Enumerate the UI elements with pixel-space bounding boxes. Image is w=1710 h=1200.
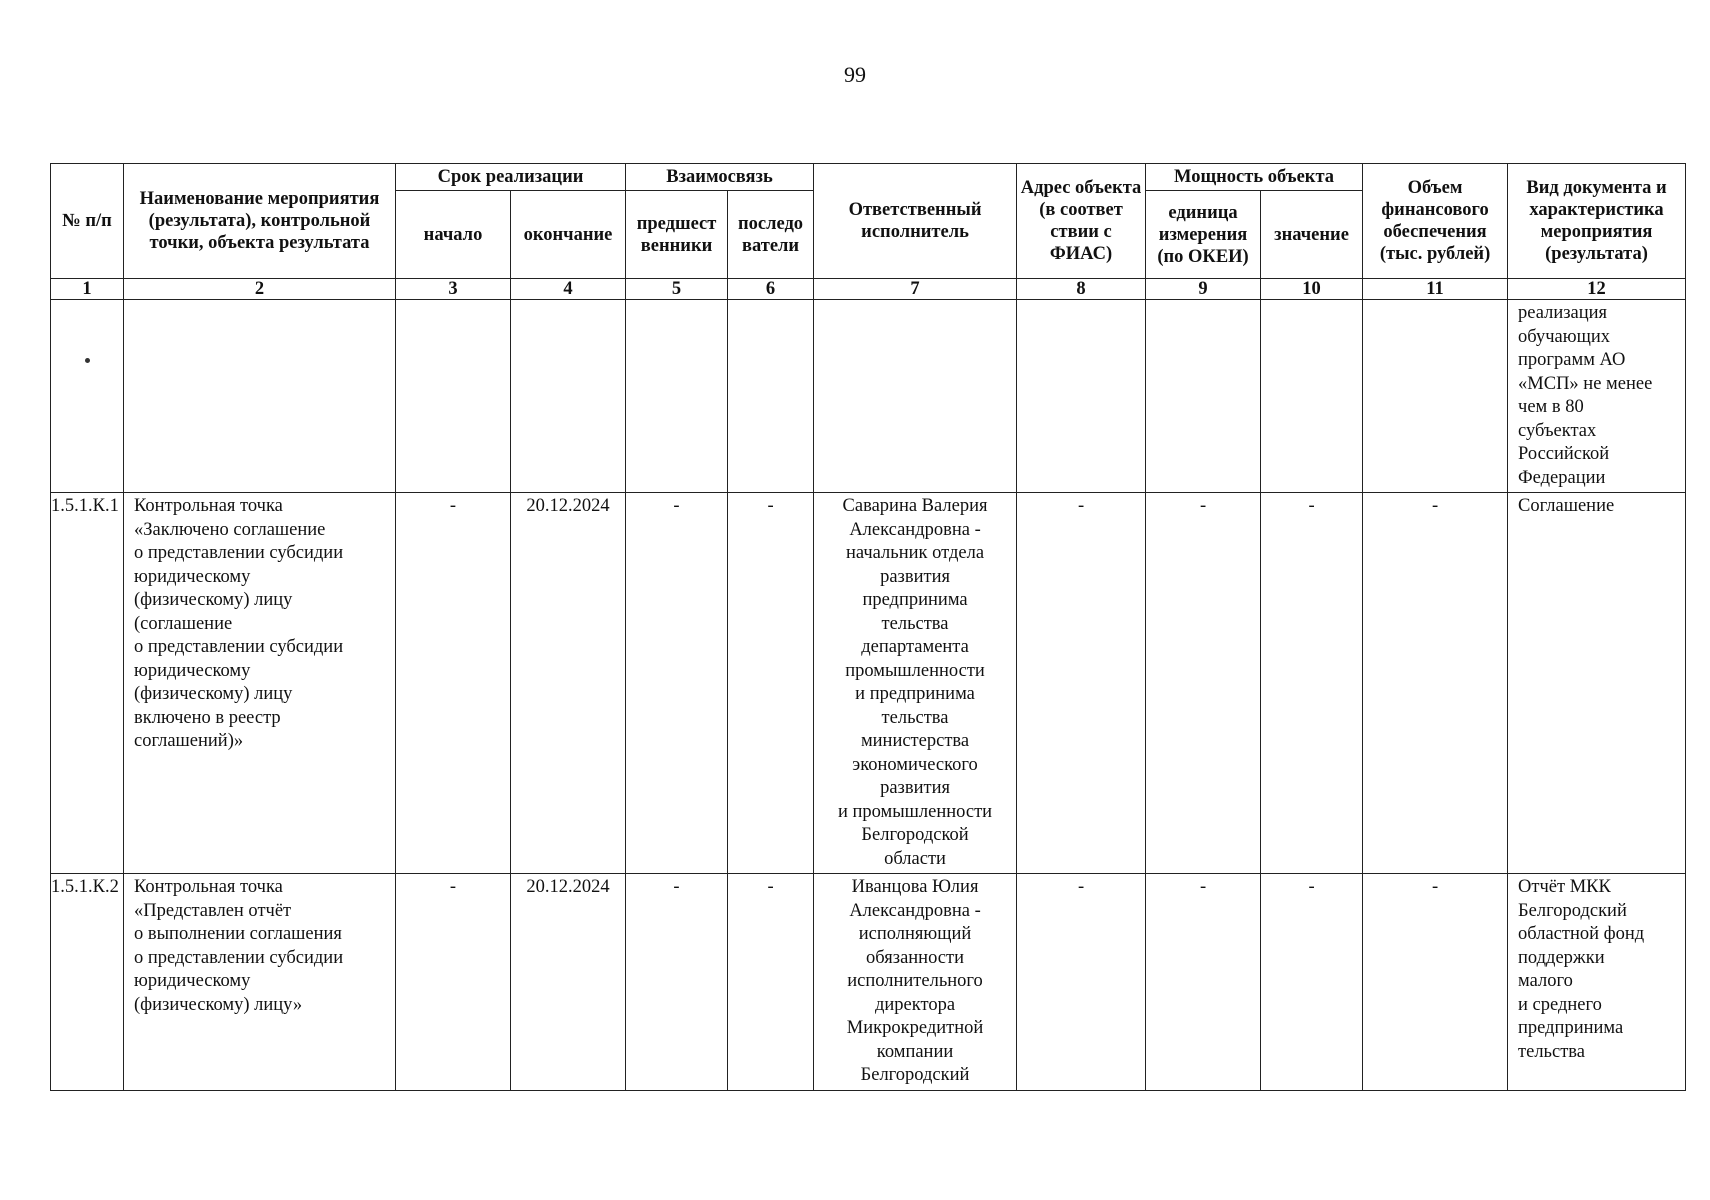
col-number: 1 xyxy=(51,279,124,300)
cell-doc: Отчёт МКК Белгородский областной фонд поддержки малого и среднего предпринима тельства xyxy=(1508,874,1686,1091)
cell-doc: реализация обучающих программ АО «МСП» не менее чем в 80 субъектах Российской Федерации xyxy=(1508,300,1686,493)
bullet-dot xyxy=(85,358,90,363)
col-number: 5 xyxy=(626,279,728,300)
cell-address: - xyxy=(1017,874,1146,1091)
header-succ: последо ватели xyxy=(728,191,814,279)
cell-start: - xyxy=(396,493,511,874)
col-number: 9 xyxy=(1146,279,1261,300)
header-pred: предшест венники xyxy=(626,191,728,279)
col-number: 8 xyxy=(1017,279,1146,300)
table-row xyxy=(51,493,1686,874)
cell-address: - xyxy=(1017,493,1146,874)
header-name: Наименование мероприятия (результата), контрольной точки, объекта результата xyxy=(124,164,396,279)
cell-unit: - xyxy=(1146,493,1261,874)
header-link: Взаимосвязь xyxy=(626,164,814,191)
header-unit: единица измерения (по ОКЕИ) xyxy=(1146,191,1261,279)
cell-finance xyxy=(1363,300,1508,493)
cell-num xyxy=(51,300,124,493)
cell-doc: Соглашение xyxy=(1508,493,1686,874)
cell-pred: - xyxy=(626,874,728,1091)
header-address: Адрес объекта (в соответ ствии с ФИАС) xyxy=(1017,164,1146,279)
cell-succ: - xyxy=(728,493,814,874)
plan-table-container xyxy=(50,163,1685,1091)
header-row-1 xyxy=(51,164,1686,191)
cell-address xyxy=(1017,300,1146,493)
page-number: 99 xyxy=(844,62,866,87)
cell-unit: - xyxy=(1146,874,1261,1091)
cell-finance: - xyxy=(1363,874,1508,1091)
cell-value: - xyxy=(1261,874,1363,1091)
cell-pred xyxy=(626,300,728,493)
cell-name xyxy=(124,300,396,493)
plan-table xyxy=(50,163,1686,1091)
col-number: 11 xyxy=(1363,279,1508,300)
cell-end: 20.12.2024 xyxy=(511,493,626,874)
table-row xyxy=(51,874,1686,1091)
cell-pred: - xyxy=(626,493,728,874)
cell-value: - xyxy=(1261,493,1363,874)
header-end: окончание xyxy=(511,191,626,279)
header-doc: Вид документа и характеристика мероприятия (результата) xyxy=(1508,164,1686,279)
cell-responsible: Саварина Валерия Александровна - начальник отдела развития предпринима тельства департамента промышленности и предпринима тельства министерства экономического развития и промышленности Белгородской области xyxy=(814,493,1017,874)
header-capacity: Мощность объекта xyxy=(1146,164,1363,191)
cell-name: Контрольная точка «Заключено соглашение о представлении субсидии юридическому (физическому) лицу (соглашение о представлении субсидии юридическому (физическому) лицу включено в реестр соглашений)» xyxy=(124,493,396,874)
cell-start xyxy=(396,300,511,493)
cell-responsible xyxy=(814,300,1017,493)
header-period: Срок реализации xyxy=(396,164,626,191)
cell-responsible: Иванцова Юлия Александровна - исполняющий обязанности исполнительного директора Микрокредитной компании Белгородский xyxy=(814,874,1017,1091)
col-number: 3 xyxy=(396,279,511,300)
cell-finance: - xyxy=(1363,493,1508,874)
column-number-row xyxy=(51,279,1686,300)
col-number: 12 xyxy=(1508,279,1686,300)
cell-end xyxy=(511,300,626,493)
cell-num: 1.5.1.К.1 xyxy=(51,493,124,874)
col-number: 7 xyxy=(814,279,1017,300)
cell-end: 20.12.2024 xyxy=(511,874,626,1091)
table-row xyxy=(51,300,1686,493)
header-num: № п/п xyxy=(51,164,124,279)
cell-name: Контрольная точка «Представлен отчёт о выполнении соглашения о представлении субсидии юридическому (физическому) лицу» xyxy=(124,874,396,1091)
header-finance: Объем финансового обеспечения (тыс. рублей) xyxy=(1363,164,1508,279)
header-responsible: Ответственный исполнитель xyxy=(814,164,1017,279)
col-number: 6 xyxy=(728,279,814,300)
cell-start: - xyxy=(396,874,511,1091)
cell-succ: - xyxy=(728,874,814,1091)
header-start: начало xyxy=(396,191,511,279)
cell-succ xyxy=(728,300,814,493)
cell-num: 1.5.1.К.2 xyxy=(51,874,124,1091)
cell-value xyxy=(1261,300,1363,493)
col-number: 4 xyxy=(511,279,626,300)
col-number: 2 xyxy=(124,279,396,300)
col-number: 10 xyxy=(1261,279,1363,300)
header-value: значение xyxy=(1261,191,1363,279)
cell-unit xyxy=(1146,300,1261,493)
